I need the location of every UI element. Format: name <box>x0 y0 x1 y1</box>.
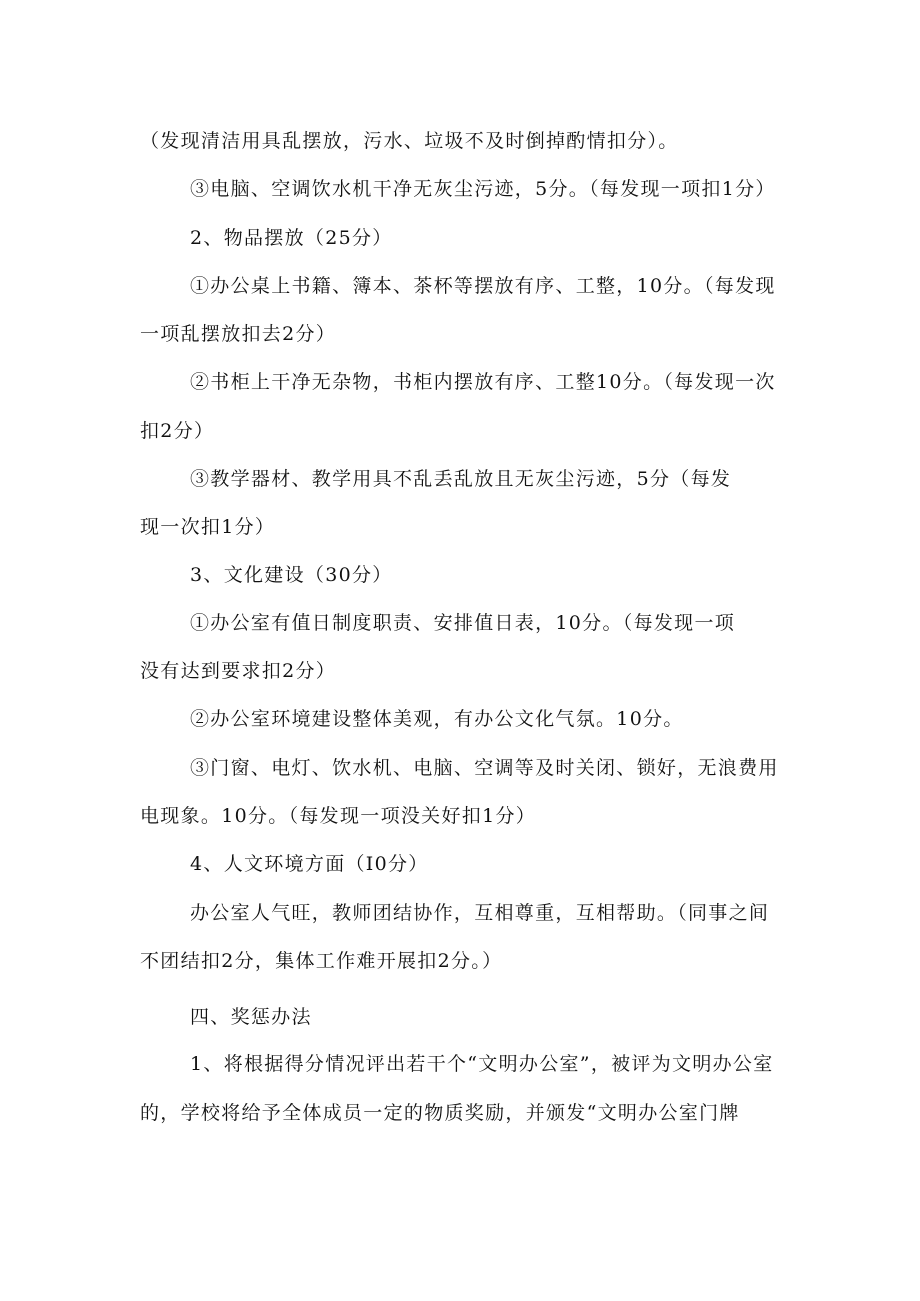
text-line: 没有达到要求扣2分） <box>140 660 337 682</box>
text-line: ③电脑、空调饮水机干净无灰尘污迹，5分。（每发现一项扣1分） <box>190 178 776 200</box>
text-line: 现一次扣1分） <box>140 516 276 538</box>
section-heading: 3、文化建设（30分） <box>190 564 393 586</box>
text-line: 电现象。10分。（每发现一项没关好扣1分） <box>140 805 537 827</box>
text-line: 不团结扣2分，集体工作难开展扣2分。） <box>140 950 503 972</box>
text-line: 一项乱摆放扣去2分） <box>140 323 337 345</box>
text-line: 办公室人气旺，教师团结协作，互相尊重，互相帮助。（同事之间 <box>190 902 770 924</box>
section-heading: 2、物品摆放（25分） <box>190 227 393 249</box>
section-heading: 4、人文环境方面（I0分） <box>190 853 429 875</box>
text-line: （发现清洁用具乱摆放，污水、垃圾不及时倒掉酌情扣分）。 <box>140 130 679 152</box>
text-line: ②办公室环境建设整体美观，有办公文化气氛。10分。 <box>190 708 684 730</box>
text-line: ①办公桌上书籍、簿本、茶杯等摆放有序、工整，10分。（每发现 <box>190 275 776 297</box>
text-line: 1、将根据得分情况评出若干个“文明办公室”，被评为文明办公室 <box>190 1053 774 1075</box>
text-line: ③门窗、电灯、饮水机、电脑、空调等及时关闭、锁好，无浪费用 <box>190 757 779 779</box>
text-line: ①办公室有值日制度职责、安排值日表，10分。（每发现一项 <box>190 612 736 634</box>
chapter-heading: 四、奖惩办法 <box>190 1006 312 1028</box>
text-line: ②书柜上干净无杂物，书柜内摆放有序、工整10分。（每发现一次 <box>190 371 776 393</box>
text-line: 的，学校将给予全体成员一定的物质奖励，并颁发“文明办公室门牌 <box>140 1102 740 1124</box>
text-line: ③教学器材、教学用具不乱丢乱放且无灰尘污迹，5分（每发 <box>190 468 732 490</box>
text-line: 扣2分） <box>140 420 215 442</box>
